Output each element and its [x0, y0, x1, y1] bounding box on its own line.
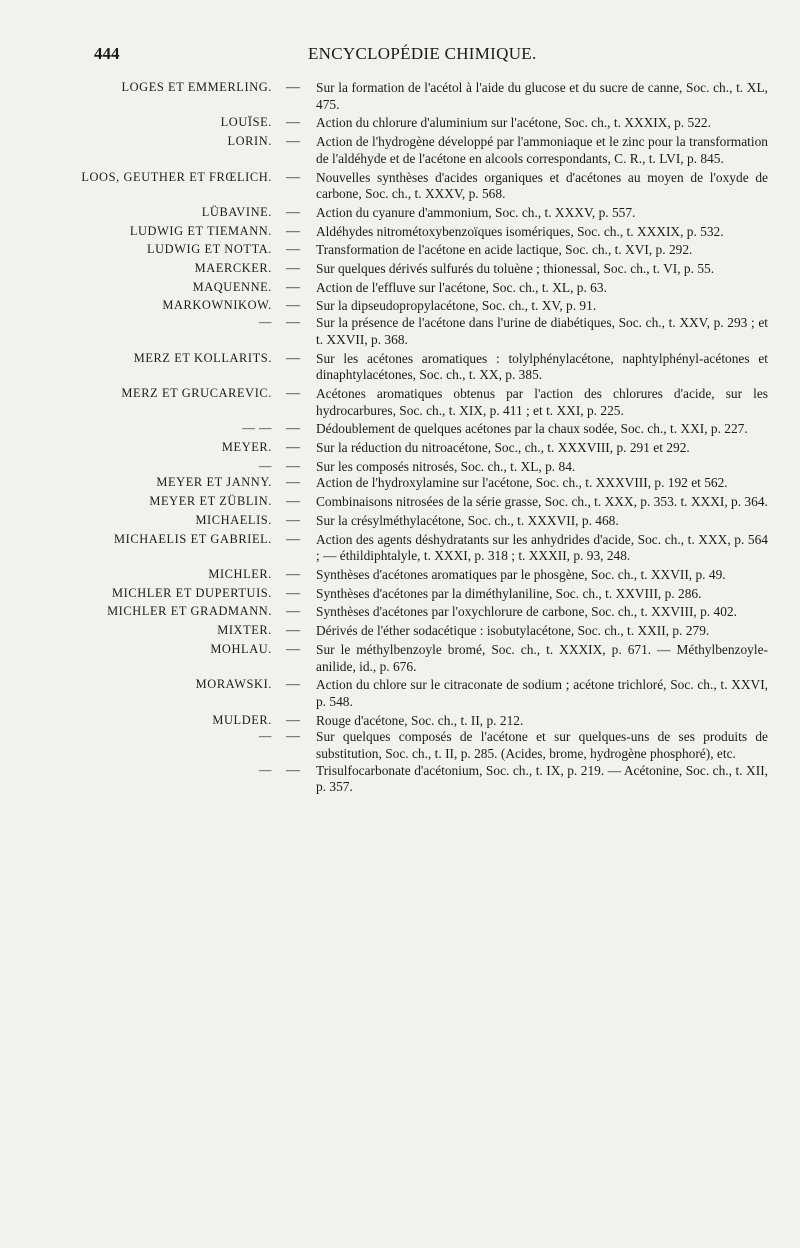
entry-text: Nouvelles synthèses d'acides organiques et d'acétones au moyen de l'oxyde de carbone, Soc. ch., t. XXXV, p. 568.: [316, 169, 768, 202]
entry-text: Acétones aromatiques obtenus par l'action des chlorures d'acide, sur les hydrocarbures, Soc. ch., t. XIX, p. 411 ; et t. XXI, p. 225.: [316, 385, 768, 418]
entry-author: MEYER ET JANNY.: [156, 475, 272, 490]
entry-text: Sur la présence de l'acétone dans l'urine de diabétiques, Soc. ch., t. XXV, p. 293 ; et t. XXVII, p. 368.: [316, 315, 768, 347]
entry-author: — —: [242, 421, 272, 436]
entry-dash: —: [286, 440, 300, 456]
entry-dash: —: [286, 80, 300, 95]
entry-text: Sur la réduction du nitroacétone, Soc., ch., t. XXXVIII, p. 291 et 292.: [316, 440, 690, 456]
entry-text: Transformation de l'acétone en acide lactique, Soc. ch., t. XVI, p. 292.: [316, 242, 693, 258]
bibliography-entry: [0, 475, 800, 492]
entry-text: Synthèses d'acétones aromatiques par le phosgène, Soc. ch., t. XXVII, p. 49.: [316, 566, 726, 582]
bibliography-entry: [0, 494, 800, 511]
page-header: [94, 44, 754, 74]
entry-dash: —: [286, 531, 300, 547]
entry-dash: —: [286, 475, 300, 491]
entry-dash: —: [286, 677, 300, 693]
entry-text: Action du chlorure d'aluminium sur l'acétone, Soc. ch., t. XXXIX, p. 522.: [316, 115, 711, 131]
bibliography-entry: [0, 280, 800, 297]
entry-dash: —: [286, 604, 300, 620]
entry-text: Combinaisons nitrosées de la série grasse, Soc. ch., t. XXX, p. 353. t. XXXI, p. 364.: [316, 494, 768, 510]
entry-author: MICHAELIS ET GABRIEL.: [114, 531, 272, 546]
bibliography-entry: [0, 80, 800, 113]
bibliography-entry: [0, 386, 800, 419]
entry-author: —: [259, 458, 272, 473]
bibliography-entry: [0, 315, 800, 348]
entry-author: MOHLAU.: [210, 641, 272, 656]
entry-author: LOGES ET EMMERLING.: [121, 80, 272, 94]
entry-text: Action de l'hydrogène développé par l'ammoniaque et le zinc pour la transformation de l'aldéhyde et de l'acétone en alcools correspondants, C. R., t. LVI, p. 845.: [316, 134, 768, 166]
entry-text: Sur la crésylméthylacétone, Soc. ch., t. XXXVII, p. 468.: [316, 512, 619, 528]
entry-author: MICHAELIS.: [195, 512, 272, 527]
bibliography-entry: [0, 763, 800, 796]
entry-author: MICHLER.: [208, 566, 272, 581]
entry-dash: —: [286, 261, 300, 277]
entry-text: Action du chlore sur le citraconate de sodium ; acétone trichloré, Soc. ch., t. XXVI, p. 548.: [316, 677, 768, 709]
entry-text: Sur quelques dérivés sulfurés du toluène ; thionessal, Soc. ch., t. VI, p. 55.: [316, 261, 715, 277]
entry-text: Synthèses d'acétones par l'oxychlorure de carbone, Soc. ch., t. XXVIII, p. 402.: [316, 604, 737, 620]
entry-text: Action des agents déshydratants sur les anhydrides d'acide, Soc. ch., t. XXX, p. 564 ; — éthildiphtalyle, t. XXXI, p. 318 ; t. XXXII, p. 93, 248.: [316, 531, 768, 564]
bibliography-entry: [0, 351, 800, 384]
entry-author: MORAWSKI.: [195, 677, 272, 692]
entry-text: Trisulfocarbonate d'acétonium, Soc. ch., t. IX, p. 219. — Acétonine, Soc. ch., t. XII, p. 357.: [316, 762, 768, 795]
bibliography-list: [0, 80, 800, 796]
entry-text: Sur quelques composés de l'acétone et sur quelques-uns de ses produits de substitution, Soc. ch., t. II, p. 285. (Acides, brome, hydrogène phosphoré), etc.: [316, 729, 768, 762]
bibliography-entry: [0, 261, 800, 278]
bibliography-entry: [0, 713, 800, 730]
entry-dash: —: [286, 494, 300, 510]
entry-text: Aldéhydes nitrométoxybenzoïques isomériques, Soc. ch., t. XXXIX, p. 532.: [316, 223, 724, 239]
bibliography-entry: [0, 642, 800, 675]
bibliography-entry: [0, 421, 800, 438]
bibliography-entry: [0, 567, 800, 584]
entry-dash: —: [286, 242, 300, 258]
entry-text: Sur la formation de l'acétol à l'aide du glucose et du sucre de canne, Soc. ch., t. XL, 475.: [316, 80, 768, 112]
entry-author: MICHLER ET GRADMANN.: [107, 604, 272, 619]
entry-author: MEYER.: [221, 440, 272, 455]
entry-author: LOUÏSE.: [220, 115, 272, 130]
running-title: ENCYCLOPÉDIE CHIMIQUE.: [308, 44, 537, 63]
entry-dash: —: [286, 350, 300, 366]
entry-dash: —: [286, 566, 300, 582]
entry-text: Rouge d'acétone, Soc. ch., t. II, p. 212.: [316, 712, 524, 728]
bibliography-entry: [0, 586, 800, 603]
entry-author: LUDWIG ET TIEMANN.: [129, 223, 272, 238]
entry-author: MERZ ET GRUCAREVIC.: [121, 385, 272, 400]
entry-dash: —: [286, 458, 300, 474]
entry-dash: —: [286, 169, 300, 185]
entry-dash: —: [286, 134, 300, 150]
entry-dash: —: [286, 115, 300, 131]
entry-dash: —: [286, 729, 300, 745]
entry-author: MAQUENNE.: [192, 279, 272, 294]
entry-dash: —: [286, 712, 300, 728]
bibliography-entry: [0, 242, 800, 259]
entry-author: MULDER.: [212, 712, 272, 727]
bibliography-entry: [0, 224, 800, 241]
bibliography-entry: [0, 440, 800, 457]
entry-dash: —: [286, 421, 300, 437]
entry-dash: —: [286, 298, 300, 314]
entry-author: LOOS, GEUTHER ET FRŒLICH.: [81, 169, 272, 184]
entry-dash: —: [286, 641, 300, 657]
entry-text: Dérivés de l'éther sodacétique : isobutylacétone, Soc. ch., t. XXII, p. 279.: [316, 623, 710, 639]
bibliography-entry: [0, 604, 800, 621]
bibliography-entry: [0, 623, 800, 640]
entry-author: MERZ ET KOLLARITS.: [133, 350, 272, 365]
entry-text: Sur les acétones aromatiques : tolylphénylacétone, naphtylphényl-acétones et dinaphtylacétones, Soc. ch., t. XX, p. 385.: [316, 350, 768, 383]
entry-author: MIXTER.: [217, 623, 272, 638]
entry-text: Dédoublement de quelques acétones par la chaux sodée, Soc. ch., t. XXI, p. 227.: [316, 421, 748, 437]
bibliography-entry: [0, 205, 800, 222]
entry-author: LÜBAVINE.: [201, 204, 272, 219]
entry-dash: —: [286, 762, 300, 778]
entry-dash: —: [286, 623, 300, 639]
bibliography-entry: [0, 170, 800, 203]
page-number: 444: [94, 44, 120, 63]
entry-text: Synthèses d'acétones par la diméthylaniline, Soc. ch., t. XXVIII, p. 286.: [316, 585, 702, 601]
bibliography-entry: [0, 513, 800, 530]
bibliography-entry: [0, 459, 800, 476]
entry-author: —: [259, 729, 272, 744]
entry-dash: —: [286, 512, 300, 528]
bibliography-entry: [0, 115, 800, 132]
entry-dash: —: [286, 204, 300, 220]
entry-dash: —: [286, 279, 300, 295]
bibliography-entry: [0, 729, 800, 762]
entry-author: LUDWIG ET NOTTA.: [146, 242, 272, 257]
entry-dash: —: [286, 315, 300, 331]
entry-text: Sur le méthylbenzoyle bromé, Soc. ch., t. XXXIX, p. 671. — Méthylbenzoyle-anilide, id., p. 676.: [316, 641, 768, 674]
entry-dash: —: [286, 385, 300, 401]
entry-text: Sur la dipseudopropylacétone, Soc. ch., t. XV, p. 91.: [316, 298, 597, 314]
entry-author: —: [259, 762, 272, 777]
entry-text: Action de l'effluve sur l'acétone, Soc. ch., t. XL, p. 63.: [316, 279, 607, 295]
bibliography-entry: [0, 677, 800, 710]
entry-dash: —: [286, 223, 300, 239]
entry-dash: —: [286, 585, 300, 601]
entry-author: MARKOWNIKOW.: [162, 298, 272, 313]
bibliography-entry: [0, 298, 800, 315]
entry-author: MICHLER ET DUPERTUIS.: [112, 585, 272, 600]
bibliography-entry: [0, 134, 800, 167]
entry-author: MAERCKER.: [194, 261, 272, 276]
entry-text: Action de l'hydroxylamine sur l'acétone, Soc. ch., t. XXXVIII, p. 192 et 562.: [316, 475, 728, 491]
entry-author: MEYER ET ZÜBLIN.: [149, 494, 272, 509]
bibliography-entry: [0, 532, 800, 565]
entry-text: Action du cyanure d'ammonium, Soc. ch., t. XXXV, p. 557.: [316, 204, 636, 220]
entry-author: —: [259, 315, 272, 330]
entry-author: LORIN.: [227, 134, 272, 149]
entry-text: Sur les composés nitrosés, Soc. ch., t. XL, p. 84.: [316, 458, 576, 474]
